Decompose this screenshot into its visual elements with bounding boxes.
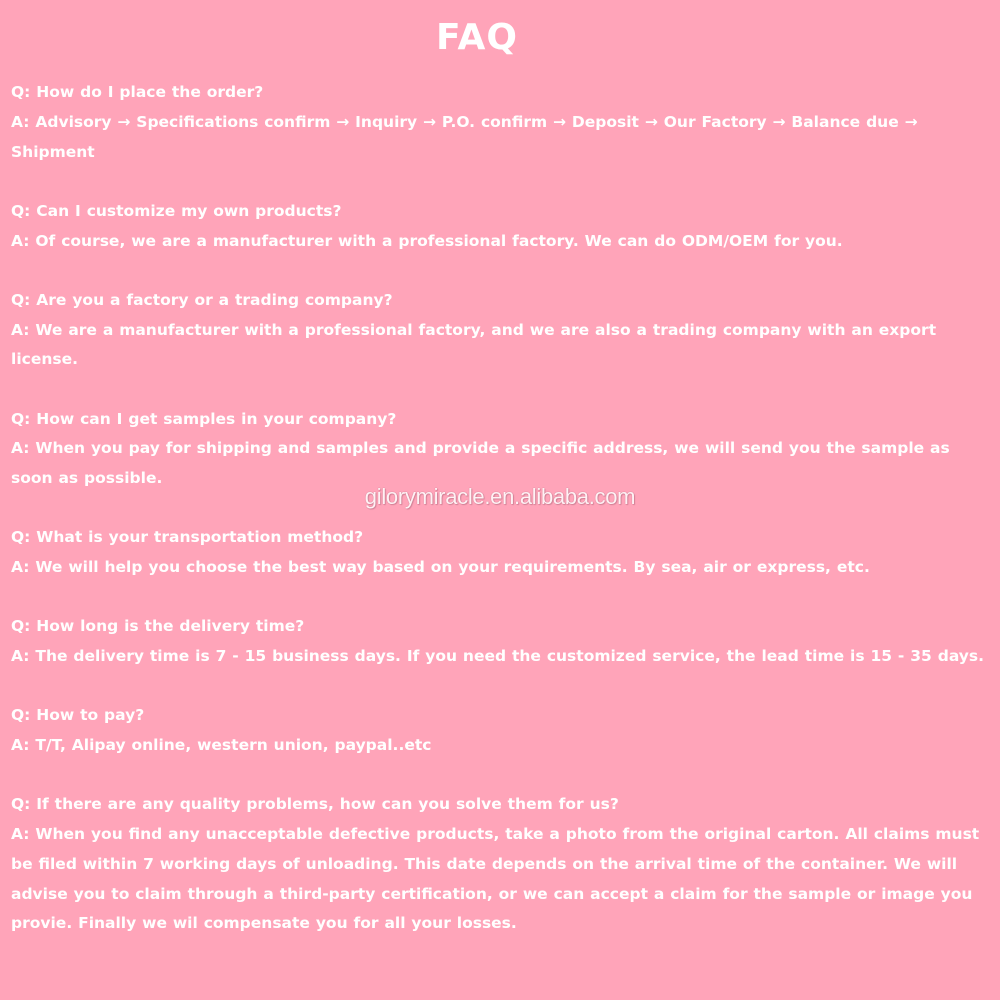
faq-answer: A: The delivery time is 7 - 15 business days. If you need the customized service, the lead time is 15 - 35 days.: [11, 647, 985, 665]
faq-item-customize: [11, 197, 996, 257]
faq-answer: A: T/T, Alipay online, western union, paypal..etc: [11, 736, 432, 754]
faq-answer: A: When you pay for shipping and samples and provide a specific address, we will send you the sample as soon as possible.: [11, 439, 950, 487]
faq-item-payment: [11, 701, 996, 761]
faq-question: Q: How long is the delivery time?: [11, 617, 305, 636]
faq-answer: A: Of course, we are a manufacturer with a professional factory. We can do ODM/OEM for you.: [11, 231, 843, 250]
faq-item-factory: [11, 286, 996, 375]
faq-item-transport: [11, 523, 996, 583]
faq-answer: A: Advisory → Specifications confirm → Inquiry → P.O. confirm → Deposit → Our Factory → Balance due → Shipment: [11, 112, 918, 161]
faq-question: Q: How to pay?: [11, 706, 145, 725]
page-title: FAQ: [436, 17, 518, 58]
watermark-text: gilorymiracle.en.alibaba.com: [364, 484, 636, 509]
faq-item-delivery: [11, 612, 996, 672]
faq-question: Q: Are you a factory or a trading company?: [11, 290, 393, 309]
faq-question: Q: Can I customize my own products?: [11, 201, 342, 220]
faq-item-quality: [11, 790, 996, 939]
faq-question: Q: What is your transportation method?: [11, 528, 364, 547]
faq-answer: A: We are a manufacturer with a professional factory, and we are also a trading company with an export license.: [11, 320, 937, 369]
faq-answer: A: We will help you choose the best way based on your requirements. By sea, air or express, etc.: [11, 558, 870, 576]
faq-question: Q: If there are any quality problems, how can you solve them for us?: [11, 795, 619, 814]
faq-item-samples: [11, 405, 996, 494]
faq-question: Q: How can I get samples in your company?: [11, 409, 397, 428]
faq-list: [11, 78, 996, 969]
faq-question: Q: How do I place the order?: [11, 83, 264, 101]
faq-answer: A: When you find any unacceptable defective products, take a photo from the original carton. All claims must be filed within 7 working days of unloading. This date depends on the arrival time of the container. We will advise you to claim through a third-party certification, or we can accept a claim for the sample or image you provie. Finally we wil compensate you for all your losses.: [11, 825, 980, 933]
faq-item-order: [11, 78, 996, 167]
